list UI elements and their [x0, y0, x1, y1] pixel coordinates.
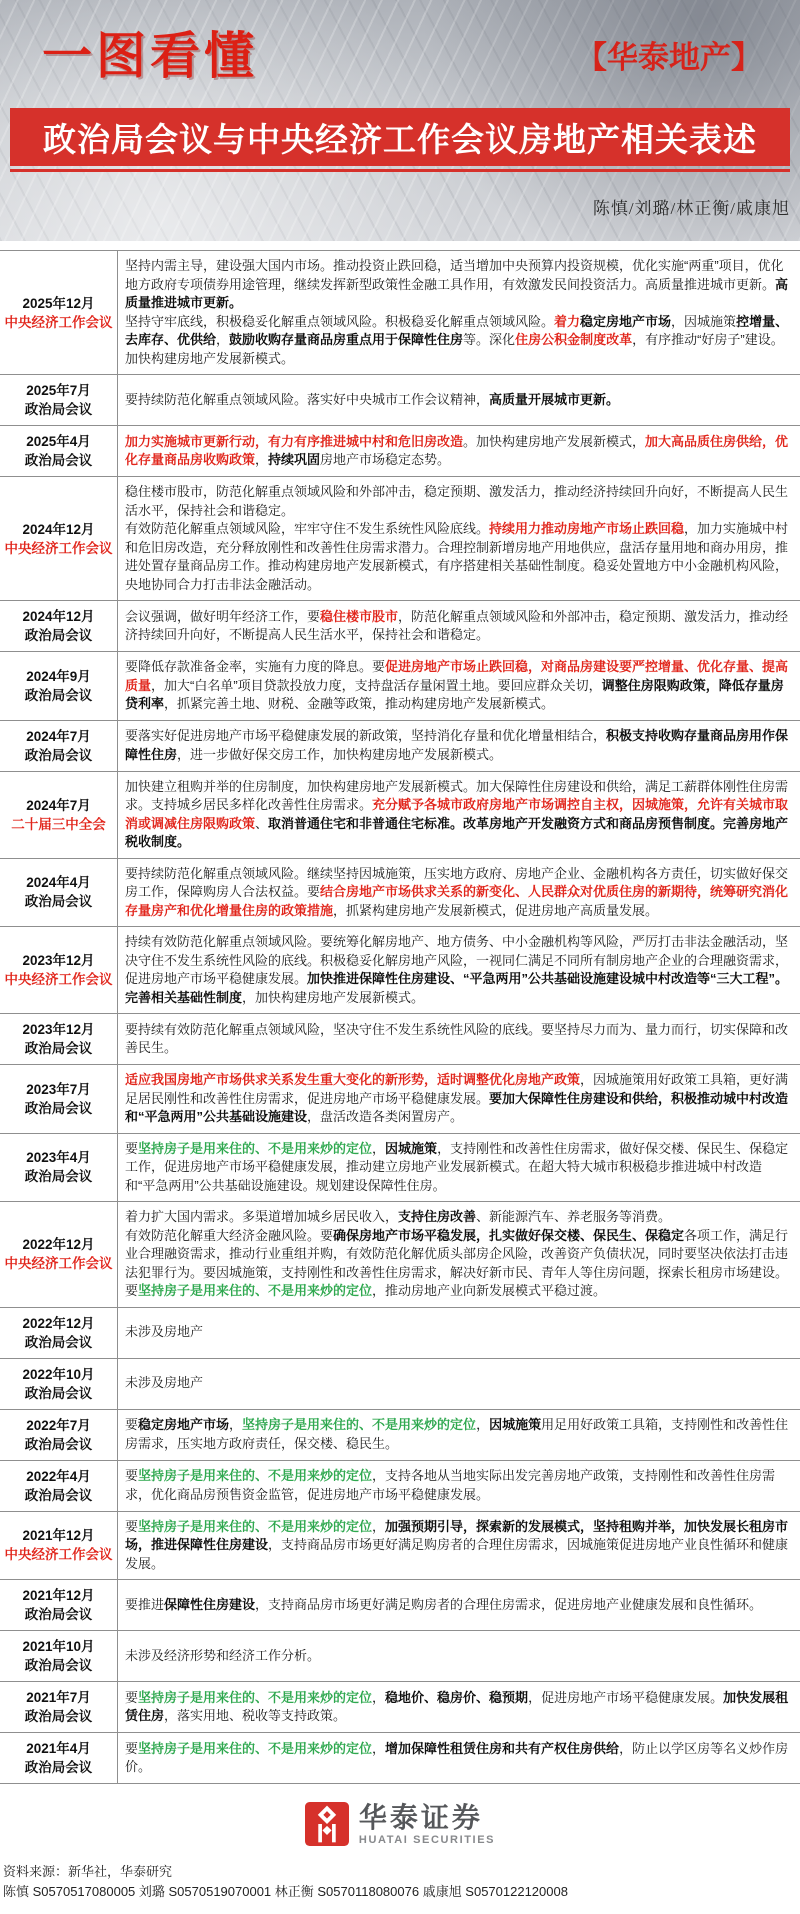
table-row [0, 1580, 800, 1631]
statement-segment: 鼓励收购存量商品房重点用于保障性住房 [229, 332, 463, 347]
meeting-date: 2024年7月 [0, 727, 117, 746]
meeting-name: 中央经济工作会议 [0, 539, 117, 558]
statement-cell [118, 927, 800, 1014]
table-row [0, 1733, 800, 1784]
meeting-name: 政治局会议 [0, 1656, 117, 1675]
meeting-date: 2021年7月 [0, 1688, 117, 1707]
statement-cell [118, 1580, 800, 1631]
meeting-date: 2021年12月 [0, 1526, 117, 1545]
meeting-label-cell [0, 1409, 118, 1460]
statement-segment: ， [372, 1741, 385, 1756]
statement-segment: 要持续防范化解重点领域风险。继续坚持因城施策，压实地方政府、房地产企业、金融机构各方责任，切实做好保交房工作，保障购房人合法权益。要 [125, 866, 788, 900]
statement-segment: 要 [125, 1417, 138, 1432]
table-row [0, 1631, 800, 1682]
table-row [0, 477, 800, 601]
table-row [0, 1682, 800, 1733]
statement-paragraph [125, 1323, 792, 1342]
meeting-date: 2022年12月 [0, 1235, 117, 1254]
meeting-name: 政治局会议 [0, 892, 117, 911]
statement-paragraph [125, 520, 792, 594]
statement-segment: 要持续有效防范化解重点领域风险，坚决守住不发生系统性风险的底线。要坚持尽力而为、量力而行，切实保障和改善民生。 [125, 1022, 788, 1056]
statement-content [118, 1308, 800, 1358]
statement-paragraph [125, 1596, 792, 1615]
statement-segment: 。加快构建房地产发展新模式， [463, 434, 645, 449]
meeting-name: 政治局会议 [0, 451, 117, 470]
statement-content [118, 927, 800, 1013]
statement-segment: ，因城施策 [671, 314, 736, 329]
meeting-name: 中央经济工作会议 [0, 970, 117, 989]
meeting-label-cell [0, 1358, 118, 1409]
statement-segment: 着力扩大国内需求。多渠道增加城乡居民收入， [125, 1209, 398, 1224]
meeting-date: 2021年4月 [0, 1739, 117, 1758]
meeting-name: 政治局会议 [0, 686, 117, 705]
table-row [0, 426, 800, 477]
meeting-name: 政治局会议 [0, 746, 117, 765]
table-row [0, 1202, 800, 1308]
statement-segment: 有效防范化解重点领域风险，牢牢守住不发生系统性风险底线。 [125, 521, 489, 536]
statement-segment: 加强预期引导，探索新的发展模式，坚持租购并举，加快发展长租房市场，推进保障性住房建设 [125, 1519, 788, 1553]
meeting-name: 政治局会议 [0, 1039, 117, 1058]
statement-cell [118, 858, 800, 927]
statement-segment: 坚持守牢底线，积极稳妥化解重点领域风险。积极稳妥化解重点领域风险。 [125, 314, 554, 329]
statement-segment: 高质量推进城市更新。 [125, 277, 788, 311]
meeting-date: 2024年7月 [0, 796, 117, 815]
statement-cell [118, 477, 800, 601]
statement-segment: 要 [125, 1141, 138, 1156]
banner-title: 政治局会议与中央经济工作会议房地产相关表述 [10, 108, 790, 166]
page-title: 一图看懂 [42, 16, 258, 88]
meeting-label-cell [0, 1733, 118, 1784]
statement-cell [118, 1358, 800, 1409]
statement-segment: ， [229, 1417, 242, 1432]
statement-segment: ，加力实施城中村和危旧房改造，充分释放刚性和改善性住房需求潜力。合理控制新增房地产用地供应，盘活存量用地和商办用房，推进处置存量商品房工作。推动构建房地产发展新模式，有序搭建相关基础性制度。稳妥处置地方中小金融机构风险，央地协同合力打击非法金融活动。 [125, 521, 788, 592]
meeting-date: 2024年12月 [0, 607, 117, 626]
meeting-name: 政治局会议 [0, 1707, 117, 1726]
statement-content [118, 1461, 800, 1511]
statement-segment: 用足用好政策工具箱，支持刚性和改善性住房需求，压实地方政府责任，保交楼、稳民生。 [125, 1417, 788, 1451]
statement-segment: 因城施策 [489, 1417, 541, 1432]
statement-segment: 未涉及房地产 [125, 1375, 203, 1390]
meeting-label-cell [0, 1631, 118, 1682]
meeting-label-cell [0, 1580, 118, 1631]
statement-segment: 要降低存款准备金率，实施有力度的降息。要 [125, 659, 385, 674]
brand-label: 【华泰地产】 [576, 32, 762, 77]
statement-cell [118, 1460, 800, 1511]
policy-table [0, 250, 800, 1784]
statement-segment: 坚持房子是用来住的、不是用来炒的定位 [242, 1417, 476, 1432]
statement-paragraph [125, 391, 792, 410]
footer [0, 1784, 800, 1914]
statement-paragraph [125, 1416, 792, 1453]
statement-segment: 促进房地产市场止跌回稳，对商品房建设要严控增量、优化存量、提高质量 [125, 659, 788, 693]
statement-paragraph [125, 313, 792, 369]
statement-cell [118, 771, 800, 858]
statement-segment: 保障性住房建设 [164, 1597, 255, 1612]
policy-table-body [0, 251, 800, 1784]
logo-name-en: HUATAI SECURITIES [359, 1834, 495, 1846]
table-row [0, 1014, 800, 1065]
statement-segment: 要推进 [125, 1597, 164, 1612]
statement-content [118, 375, 800, 425]
statement-paragraph [125, 257, 792, 313]
statement-content [118, 1014, 800, 1064]
statement-segment: 要 [125, 1741, 138, 1756]
logo-name-cn: 华泰证券 [359, 1803, 495, 1833]
statement-cell [118, 1202, 800, 1308]
statement-segment: 要 [125, 1519, 138, 1534]
statement-paragraph [125, 483, 792, 520]
meeting-name: 政治局会议 [0, 1435, 117, 1454]
statement-segment: 要持续防范化解重点领域风险。落实好中央城市工作会议精神， [125, 392, 489, 407]
statement-segment: 未涉及经济形势和经济工作分析。 [125, 1648, 320, 1663]
statement-segment: 稳地价、稳房价、稳预期 [385, 1690, 528, 1705]
statement-cell [118, 1511, 800, 1580]
table-row [0, 1460, 800, 1511]
statement-cell [118, 1631, 800, 1682]
statement-segment: 未涉及房地产 [125, 1324, 203, 1339]
statement-content [118, 721, 800, 771]
table-row [0, 1409, 800, 1460]
meeting-label-cell [0, 1511, 118, 1580]
meeting-date: 2024年9月 [0, 667, 117, 686]
statement-segment: 高质量开展城市更新。 [489, 392, 619, 407]
meeting-date: 2021年10月 [0, 1637, 117, 1656]
statement-segment: 着力 [554, 314, 580, 329]
statement-segment: 支持住房改善 [398, 1209, 476, 1224]
meeting-date: 2025年12月 [0, 294, 117, 313]
statement-segment: 加快推进保障性住房建设、“平急两用”公共基础设施建设城中村改造等“三大工程”。完善相关基础性制度 [125, 971, 788, 1005]
meeting-label-cell [0, 1133, 118, 1202]
meeting-label-cell [0, 1307, 118, 1358]
table-row [0, 771, 800, 858]
statement-segment: 稳住楼市股市 [320, 609, 398, 624]
table-row [0, 1065, 800, 1134]
statement-paragraph [125, 1518, 792, 1574]
statement-content [118, 1410, 800, 1460]
statement-segment: 住房公积金制度改革 [515, 332, 632, 347]
statement-segment: 取消普通住宅和非普通住宅标准。改革房地产开发融资方式和商品房预售制度。完善房地产税收制度。 [125, 816, 788, 850]
table-row [0, 1133, 800, 1202]
meeting-name: 中央经济工作会议 [0, 1545, 117, 1564]
meeting-label-cell [0, 1014, 118, 1065]
statement-segment: 要 [125, 1690, 138, 1705]
statement-segment: 加大高品质住房供给，优化存量商品房收购政策 [125, 434, 788, 468]
statement-segment: 要加大保障性住房建设和供给，积极推动城中村改造和“平急两用”公共基础设施建设 [125, 1091, 788, 1125]
statement-content [118, 251, 800, 374]
analysts-line: 陈慎 S0570517080005 刘璐 S0570519070001 林正衡 S0570118080076 戚康旭 S0570122120008 [0, 1882, 800, 1902]
statement-segment: ， [476, 1417, 489, 1432]
meeting-label-cell [0, 1682, 118, 1733]
statement-segment: ，加大“白名单”项目贷款投放力度，支持盘活存量闲置土地。要回应群众关切， [151, 678, 602, 693]
statement-segment: ，促进房地产市场平稳健康发展。 [528, 1690, 723, 1705]
statement-paragraph [125, 1071, 792, 1127]
statement-content [118, 601, 800, 651]
table-row [0, 858, 800, 927]
authors-line: 陈慎/刘璐/林正衡/戚康旭 [593, 194, 790, 219]
statement-segment: 结合房地产市场供求关系的新变化、人民群众对优质住房的新期待，统筹研究消化存量房产和优化增量住房的政策措施 [125, 884, 788, 918]
statement-segment: 确保房地产市场平稳发展，扎实做好保交楼、保民生、保稳定 [333, 1228, 684, 1243]
table-row [0, 375, 800, 426]
statement-content [118, 1631, 800, 1681]
huatai-logo-icon [305, 1802, 349, 1846]
statement-content [118, 1359, 800, 1409]
statement-segment: 等。深化 [463, 332, 515, 347]
table-row [0, 1358, 800, 1409]
meeting-name: 政治局会议 [0, 1167, 117, 1186]
meeting-label-cell [0, 771, 118, 858]
statement-paragraph [125, 1140, 792, 1196]
statement-paragraph [125, 1647, 792, 1666]
statement-cell [118, 1133, 800, 1202]
meeting-date: 2022年7月 [0, 1416, 117, 1435]
meeting-date: 2022年4月 [0, 1467, 117, 1486]
statement-content [118, 477, 800, 600]
meeting-label-cell [0, 1202, 118, 1308]
statement-segment: ，有序推动“好房子”建设。加快构建房地产发展新模式。 [125, 332, 784, 366]
meeting-label-cell [0, 251, 118, 375]
statement-cell [118, 1733, 800, 1784]
statement-segment: 要 [125, 1468, 138, 1483]
meeting-date: 2023年12月 [0, 951, 117, 970]
statement-content [118, 1733, 800, 1783]
meeting-label-cell [0, 477, 118, 601]
meeting-name: 政治局会议 [0, 1099, 117, 1118]
logo-text [359, 1803, 495, 1846]
statement-paragraph [125, 1208, 792, 1227]
statement-content [118, 1512, 800, 1580]
source-line: 资料来源：新华社，华泰研究 [0, 1862, 800, 1882]
table-row [0, 652, 800, 721]
statement-segment: ，支持各地从当地实际出发完善房地产政策，支持刚性和改善性住房需求，优化商品房预售资金监管，促进房地产市场平稳健康发展。 [125, 1468, 775, 1502]
statement-segment: ，抓紧构建房地产发展新模式，促进房地产高质量发展。 [333, 903, 658, 918]
meeting-name: 政治局会议 [0, 400, 117, 419]
meeting-label-cell [0, 426, 118, 477]
statement-segment: ，进一步做好保交房工作，加快构建房地产发展新模式。 [177, 747, 502, 762]
table-row [0, 1511, 800, 1580]
statement-segment: 持续巩固 [268, 452, 320, 467]
meeting-date: 2024年4月 [0, 873, 117, 892]
meeting-label-cell [0, 375, 118, 426]
statement-segment: 增加保障性租赁住房和共有产权住房供给 [385, 1741, 619, 1756]
statement-segment: 加快发展租赁住房 [125, 1690, 788, 1724]
meeting-label-cell [0, 858, 118, 927]
meeting-name: 政治局会议 [0, 1384, 117, 1403]
table-row [0, 1307, 800, 1358]
statement-segment: ， [255, 452, 268, 467]
statement-segment: 坚持房子是用来住的、不是用来炒的定位 [138, 1741, 372, 1756]
meeting-name: 政治局会议 [0, 1758, 117, 1777]
meeting-date: 2025年7月 [0, 381, 117, 400]
statement-cell [118, 251, 800, 375]
statement-segment: ，防范化解重点领域风险和外部冲击，稳定预期、激发活力，推动经济持续回升向好，不断提高人民生活水平，保持社会和谐稳定。 [125, 609, 788, 643]
statement-paragraph [125, 433, 792, 470]
statement-paragraph [125, 1021, 792, 1058]
statement-segment: 适应我国房地产市场供求关系发生重大变化的新形势，适时调整优化房地产政策 [125, 1072, 580, 1087]
meeting-label-cell [0, 601, 118, 652]
statement-segment: 加力实施城市更新行动，有力有序推进城中村和危旧房改造 [125, 434, 463, 449]
meeting-name: 政治局会议 [0, 626, 117, 645]
statement-paragraph [125, 778, 792, 852]
table-row [0, 720, 800, 771]
statement-cell [118, 1409, 800, 1460]
meeting-label-cell [0, 927, 118, 1014]
statement-segment: ，推动房地产业向新发展模式平稳过渡。 [372, 1283, 606, 1298]
statement-segment: 充分赋予各城市政府房地产市场调控自主权，因城施策，允许有关城市取消或调减住房限购政策 [125, 797, 788, 831]
statement-segment: 因城施策 [385, 1141, 437, 1156]
statement-cell [118, 1065, 800, 1134]
statement-cell [118, 720, 800, 771]
meeting-date: 2023年7月 [0, 1080, 117, 1099]
statement-content [118, 652, 800, 720]
statement-segment: 加快建立租购并举的住房制度，加快构建房地产发展新模式。加大保障性住房建设和供给，满足工薪群体刚性住房需求。支持城乡居民多样化改善性住房需求。 [125, 779, 788, 813]
meeting-name: 中央经济工作会议 [0, 313, 117, 332]
statement-content [118, 426, 800, 476]
statement-content [118, 772, 800, 858]
meeting-date: 2022年12月 [0, 1314, 117, 1333]
statement-segment: 坚持房子是用来住的、不是用来炒的定位 [138, 1141, 372, 1156]
statement-segment: 控增量、去库存、优供给 [125, 314, 788, 348]
statement-segment: ，支持商品房市场更好满足购房者的合理住房需求，促进房地产业健康发展和良性循环。 [255, 1597, 762, 1612]
statement-segment: ， [372, 1519, 385, 1534]
statement-cell [118, 1307, 800, 1358]
statement-segment: 、新能源汽车、养老服务等消费。 [476, 1209, 671, 1224]
meeting-label-cell [0, 1065, 118, 1134]
meeting-date: 2023年12月 [0, 1020, 117, 1039]
statement-cell [118, 1682, 800, 1733]
meeting-label-cell [0, 1460, 118, 1511]
statement-segment: 调整住房限购政策，降低存量房贷利率 [125, 678, 784, 712]
statement-segment: 房地产市场稳定态势。 [320, 452, 450, 467]
huatai-logo [0, 1802, 800, 1846]
meeting-date: 2022年10月 [0, 1365, 117, 1384]
meeting-name: 中央经济工作会议 [0, 1254, 117, 1273]
statement-cell [118, 601, 800, 652]
statement-paragraph [125, 658, 792, 714]
statement-paragraph [125, 1467, 792, 1504]
statement-segment: 要落实好促进房地产市场平稳健康发展的新政策，坚持消化存量和优化增量相结合， [125, 728, 606, 743]
statement-segment: 坚持内需主导，建设强大国内市场。推动投资止跌回稳，适当增加中央预算内投资规模，优化实施“两重”项目，优化地方政府专项债券用途管理，继续发挥新型政策性金融工具作用，有效激发民间投资活力。高质量推进城市更新。 [125, 258, 784, 292]
statement-segment: ，抓紧完善土地、财税、金融等政策，推动构建房地产发展新模式。 [164, 696, 554, 711]
statement-segment: 稳住楼市股市，防范化解重点领域风险和外部冲击，稳定预期、激发活力，推动经济持续回升向好，不断提高人民生活水平，保持社会和谐稳定。 [125, 484, 788, 518]
statement-cell [118, 1014, 800, 1065]
statement-content [118, 1065, 800, 1133]
statement-cell [118, 652, 800, 721]
statement-segment: ，支持商品房市场更好满足购房者的合理住房需求，因城施策促进房地产业良性循环和健康发展。 [125, 1537, 788, 1571]
meeting-date: 2024年12月 [0, 520, 117, 539]
meeting-date: 2021年12月 [0, 1586, 117, 1605]
statement-paragraph [125, 1740, 792, 1777]
statement-paragraph [125, 1227, 792, 1301]
statement-segment: ，防止以学区房等名义炒作房价。 [125, 1741, 788, 1775]
statement-segment: 持续用力推动房地产市场止跌回稳 [489, 521, 684, 536]
statement-content [118, 1134, 800, 1202]
statement-segment: ，落实用地、税收等支持政策。 [164, 1708, 346, 1723]
meeting-label-cell [0, 720, 118, 771]
meeting-label-cell [0, 652, 118, 721]
statement-cell [118, 426, 800, 477]
statement-segment: 稳定房地产市场 [580, 314, 671, 329]
hero-header [0, 0, 800, 241]
statement-content [118, 859, 800, 927]
statement-segment: ，盘活改造各类闲置房产。 [307, 1109, 463, 1124]
statement-segment: 稳定房地产市场 [138, 1417, 229, 1432]
statement-segment: 、 [255, 816, 268, 831]
table-row [0, 251, 800, 375]
statement-paragraph [125, 727, 792, 764]
statement-segment: ， [216, 332, 229, 347]
statement-segment: ，支持刚性和改善性住房需求，做好保交楼、保民生、保稳定工作，促进房地产市场平稳健康发展，推动建立房地产业发展新模式。在超大特大城市积极稳步推进城中村改造和“平急两用”公共基础设施建设。规划建设保障性住房。 [125, 1141, 788, 1193]
statement-segment: ， [372, 1141, 385, 1156]
statement-segment: 积极支持收购存量商品房用作保障性住房 [125, 728, 788, 762]
statement-paragraph [125, 933, 792, 1007]
meeting-name: 政治局会议 [0, 1605, 117, 1624]
statement-paragraph [125, 1374, 792, 1393]
statement-paragraph [125, 608, 792, 645]
statement-segment: ， [372, 1690, 385, 1705]
statement-segment: 坚持房子是用来住的、不是用来炒的定位 [138, 1468, 372, 1483]
table-row [0, 927, 800, 1014]
meeting-name: 政治局会议 [0, 1333, 117, 1352]
statement-paragraph [125, 1689, 792, 1726]
meeting-name: 政治局会议 [0, 1486, 117, 1505]
statement-paragraph [125, 865, 792, 921]
meeting-name: 二十届三中全会 [0, 815, 117, 834]
meeting-date: 2025年4月 [0, 432, 117, 451]
statement-segment: 坚持房子是用来住的、不是用来炒的定位 [138, 1283, 372, 1298]
statement-segment: 会议强调，做好明年经济工作，要 [125, 609, 320, 624]
statement-content [118, 1580, 800, 1630]
statement-segment: 坚持房子是用来住的、不是用来炒的定位 [138, 1690, 372, 1705]
statement-content [118, 1682, 800, 1732]
statement-segment: ，因城施策用好政策工具箱，更好满足居民刚性和改善性住房需求，促进房地产市场平稳健康发展。 [125, 1072, 788, 1106]
statement-cell [118, 375, 800, 426]
statement-segment: ，加快构建房地产发展新模式。 [242, 990, 424, 1005]
statement-segment: 有效防范化解重大经济金融风险。要 [125, 1228, 333, 1243]
table-row [0, 601, 800, 652]
statement-segment: 各项工作，满足行业合理融资需求，推动行业重组并购，有效防范化解优质头部房企风险，改善资产负债状况，同时要坚决依法打击违法犯罪行为。要因城施策，支持刚性和改善性住房需求，解决好新市民、青年人等住房问题，探索长租房市场建设。要 [125, 1228, 788, 1299]
statement-segment: 持续有效防范化解重点领域风险。要统筹化解房地产、地方债务、中小金融机构等风险，严厉打击非法金融活动，坚决守住不发生系统性风险的底线。积极稳妥化解房地产风险，一视同仁满足不同所有制房地产企业的合理融资需求，促进房地产市场平稳健康发展。 [125, 934, 788, 986]
statement-segment: 坚持房子是用来住的、不是用来炒的定位 [138, 1519, 372, 1534]
statement-content [118, 1202, 800, 1307]
meeting-date: 2023年4月 [0, 1148, 117, 1167]
